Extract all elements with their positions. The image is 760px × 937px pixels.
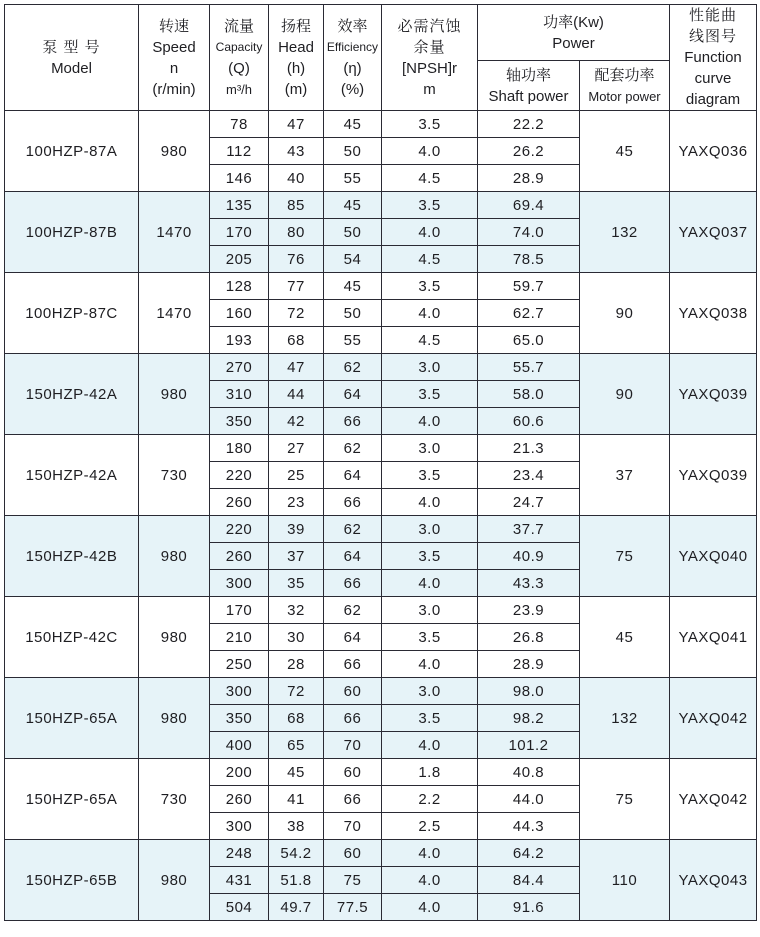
model-cell: 150HZP-42B — [5, 516, 139, 597]
header-efficiency-sym: (η) — [343, 59, 362, 77]
table-row — [5, 354, 757, 381]
motor-power-cell: 90 — [580, 273, 670, 354]
table-body — [5, 111, 757, 921]
header-speed-sym: n — [169, 59, 179, 77]
table-header — [5, 5, 757, 111]
capacity-cell: 300 — [210, 813, 269, 840]
efficiency-cell: 66 — [324, 786, 382, 813]
head-cell: 72 — [269, 300, 324, 327]
header-shaft-power — [478, 61, 580, 111]
shaft-power-cell: 91.6 — [478, 894, 580, 921]
curve-cell: YAXQ043 — [670, 840, 757, 921]
head-cell: 47 — [269, 111, 324, 138]
head-cell: 65 — [269, 732, 324, 759]
npsh-cell: 1.8 — [382, 759, 478, 786]
head-cell: 54.2 — [269, 840, 324, 867]
efficiency-cell: 64 — [324, 381, 382, 408]
capacity-cell: 300 — [210, 570, 269, 597]
npsh-cell: 3.0 — [382, 678, 478, 705]
capacity-cell: 250 — [210, 651, 269, 678]
head-cell: 37 — [269, 543, 324, 570]
motor-power-cell: 37 — [580, 435, 670, 516]
capacity-cell: 180 — [210, 435, 269, 462]
table-row — [5, 516, 757, 543]
npsh-cell: 4.0 — [382, 732, 478, 759]
speed-cell: 980 — [139, 840, 210, 921]
motor-power-cell: 45 — [580, 111, 670, 192]
head-cell: 76 — [269, 246, 324, 273]
model-cell: 150HZP-42A — [5, 435, 139, 516]
speed-cell: 730 — [139, 435, 210, 516]
pump-performance-table — [4, 4, 757, 921]
header-capacity-sym: (Q) — [228, 59, 250, 77]
efficiency-cell: 70 — [324, 732, 382, 759]
header-power-en: Power — [552, 34, 595, 52]
head-cell: 68 — [269, 327, 324, 354]
head-cell: 47 — [269, 354, 324, 381]
npsh-cell: 3.5 — [382, 381, 478, 408]
speed-cell: 980 — [139, 597, 210, 678]
head-cell: 23 — [269, 489, 324, 516]
header-motor-power — [580, 61, 670, 111]
model-cell: 150HZP-65A — [5, 678, 139, 759]
head-cell: 85 — [269, 192, 324, 219]
head-cell: 42 — [269, 408, 324, 435]
capacity-cell: 193 — [210, 327, 269, 354]
efficiency-cell: 55 — [324, 327, 382, 354]
table-row — [5, 435, 757, 462]
capacity-cell: 146 — [210, 165, 269, 192]
head-cell: 44 — [269, 381, 324, 408]
head-cell: 72 — [269, 678, 324, 705]
header-model-zh: 泵 型 号 — [42, 38, 101, 56]
head-cell: 32 — [269, 597, 324, 624]
npsh-cell: 4.0 — [382, 138, 478, 165]
speed-cell: 980 — [139, 111, 210, 192]
table-row — [5, 759, 757, 786]
shaft-power-cell: 43.3 — [478, 570, 580, 597]
table-row — [5, 192, 757, 219]
npsh-cell: 4.5 — [382, 165, 478, 192]
shaft-power-cell: 59.7 — [478, 273, 580, 300]
header-npsh-unit: m — [423, 80, 436, 98]
npsh-cell: 4.0 — [382, 489, 478, 516]
npsh-cell: 4.0 — [382, 570, 478, 597]
header-model-en: Model — [51, 59, 92, 77]
head-cell: 40 — [269, 165, 324, 192]
shaft-power-cell: 40.9 — [478, 543, 580, 570]
curve-cell: YAXQ038 — [670, 273, 757, 354]
capacity-cell: 260 — [210, 489, 269, 516]
table-row — [5, 273, 757, 300]
npsh-cell: 4.0 — [382, 867, 478, 894]
header-model — [5, 5, 139, 111]
header-shaft-power-zh: 轴功率 — [505, 66, 551, 84]
efficiency-cell: 45 — [324, 273, 382, 300]
efficiency-cell: 66 — [324, 651, 382, 678]
curve-cell: YAXQ041 — [670, 597, 757, 678]
model-cell: 150HZP-65A — [5, 759, 139, 840]
table-row — [5, 597, 757, 624]
shaft-power-cell: 84.4 — [478, 867, 580, 894]
header-motor-power-zh: 配套功率 — [594, 66, 655, 84]
head-cell: 39 — [269, 516, 324, 543]
capacity-cell: 260 — [210, 543, 269, 570]
shaft-power-cell: 58.0 — [478, 381, 580, 408]
npsh-cell: 3.5 — [382, 705, 478, 732]
header-npsh — [382, 5, 478, 111]
header-capacity-en: Capacity — [215, 39, 263, 54]
capacity-cell: 248 — [210, 840, 269, 867]
motor-power-cell: 45 — [580, 597, 670, 678]
npsh-cell: 3.0 — [382, 597, 478, 624]
shaft-power-cell: 62.7 — [478, 300, 580, 327]
header-motor-power-en: Motor power — [588, 88, 661, 104]
efficiency-cell: 45 — [324, 192, 382, 219]
curve-cell: YAXQ042 — [670, 759, 757, 840]
header-npsh-zh2: 余量 — [413, 38, 446, 56]
speed-cell: 980 — [139, 354, 210, 435]
npsh-cell: 4.0 — [382, 651, 478, 678]
capacity-cell: 128 — [210, 273, 269, 300]
header-head-sym: (h) — [286, 59, 306, 77]
model-cell: 100HZP-87C — [5, 273, 139, 354]
capacity-cell: 112 — [210, 138, 269, 165]
head-cell: 25 — [269, 462, 324, 489]
curve-cell: YAXQ036 — [670, 111, 757, 192]
efficiency-cell: 50 — [324, 300, 382, 327]
shaft-power-cell: 23.9 — [478, 597, 580, 624]
head-cell: 49.7 — [269, 894, 324, 921]
capacity-cell: 400 — [210, 732, 269, 759]
table-row — [5, 111, 757, 138]
npsh-cell: 4.0 — [382, 300, 478, 327]
efficiency-cell: 66 — [324, 408, 382, 435]
speed-cell: 1470 — [139, 273, 210, 354]
capacity-cell: 78 — [210, 111, 269, 138]
header-npsh-zh1: 必需汽蚀 — [397, 17, 462, 35]
capacity-cell: 504 — [210, 894, 269, 921]
npsh-cell: 4.0 — [382, 840, 478, 867]
header-head — [269, 5, 324, 111]
capacity-cell: 170 — [210, 597, 269, 624]
head-cell: 45 — [269, 759, 324, 786]
header-curve — [670, 5, 757, 111]
npsh-cell: 4.0 — [382, 894, 478, 921]
shaft-power-cell: 21.3 — [478, 435, 580, 462]
motor-power-cell: 75 — [580, 759, 670, 840]
capacity-cell: 350 — [210, 705, 269, 732]
shaft-power-cell: 101.2 — [478, 732, 580, 759]
capacity-cell: 300 — [210, 678, 269, 705]
header-speed — [139, 5, 210, 111]
efficiency-cell: 66 — [324, 705, 382, 732]
header-curve-en2: curve — [694, 70, 732, 87]
head-cell: 77 — [269, 273, 324, 300]
header-shaft-power-en: Shaft power — [488, 87, 569, 105]
npsh-cell: 3.5 — [382, 192, 478, 219]
efficiency-cell: 64 — [324, 624, 382, 651]
shaft-power-cell: 69.4 — [478, 192, 580, 219]
model-cell: 150HZP-65B — [5, 840, 139, 921]
header-curve-zh2: 线图号 — [689, 28, 738, 45]
table-row — [5, 840, 757, 867]
head-cell: 28 — [269, 651, 324, 678]
head-cell: 30 — [269, 624, 324, 651]
shaft-power-cell: 78.5 — [478, 246, 580, 273]
header-speed-unit: (r/min) — [152, 80, 196, 98]
speed-cell: 730 — [139, 759, 210, 840]
table-row — [5, 678, 757, 705]
capacity-cell: 210 — [210, 624, 269, 651]
head-cell: 80 — [269, 219, 324, 246]
efficiency-cell: 62 — [324, 354, 382, 381]
efficiency-cell: 77.5 — [324, 894, 382, 921]
motor-power-cell: 90 — [580, 354, 670, 435]
capacity-cell: 200 — [210, 759, 269, 786]
header-power — [478, 5, 670, 61]
curve-cell: YAXQ037 — [670, 192, 757, 273]
shaft-power-cell: 64.2 — [478, 840, 580, 867]
head-cell: 43 — [269, 138, 324, 165]
shaft-power-cell: 40.8 — [478, 759, 580, 786]
speed-cell: 1470 — [139, 192, 210, 273]
capacity-cell: 160 — [210, 300, 269, 327]
npsh-cell: 4.5 — [382, 327, 478, 354]
header-power-zh: 功率(Kw) — [543, 13, 604, 31]
npsh-cell: 3.5 — [382, 624, 478, 651]
model-cell: 150HZP-42A — [5, 354, 139, 435]
shaft-power-cell: 98.0 — [478, 678, 580, 705]
header-efficiency-unit: (%) — [340, 80, 365, 98]
header-capacity-zh: 流量 — [223, 17, 254, 35]
npsh-cell: 3.5 — [382, 273, 478, 300]
capacity-cell: 270 — [210, 354, 269, 381]
efficiency-cell: 60 — [324, 759, 382, 786]
head-cell: 68 — [269, 705, 324, 732]
capacity-cell: 135 — [210, 192, 269, 219]
efficiency-cell: 64 — [324, 543, 382, 570]
motor-power-cell: 110 — [580, 840, 670, 921]
head-cell: 38 — [269, 813, 324, 840]
capacity-cell: 310 — [210, 381, 269, 408]
shaft-power-cell: 44.0 — [478, 786, 580, 813]
npsh-cell: 3.5 — [382, 111, 478, 138]
shaft-power-cell: 98.2 — [478, 705, 580, 732]
shaft-power-cell: 74.0 — [478, 219, 580, 246]
header-efficiency — [324, 5, 382, 111]
header-head-unit: (m) — [284, 80, 308, 98]
efficiency-cell: 66 — [324, 489, 382, 516]
header-efficiency-zh: 效率 — [337, 17, 368, 35]
efficiency-cell: 60 — [324, 840, 382, 867]
capacity-cell: 220 — [210, 462, 269, 489]
header-curve-zh1: 性能曲 — [689, 7, 738, 24]
capacity-cell: 260 — [210, 786, 269, 813]
capacity-cell: 170 — [210, 219, 269, 246]
efficiency-cell: 62 — [324, 597, 382, 624]
efficiency-cell: 64 — [324, 462, 382, 489]
efficiency-cell: 54 — [324, 246, 382, 273]
curve-cell: YAXQ040 — [670, 516, 757, 597]
shaft-power-cell: 65.0 — [478, 327, 580, 354]
efficiency-cell: 45 — [324, 111, 382, 138]
npsh-cell: 3.5 — [382, 462, 478, 489]
efficiency-cell: 55 — [324, 165, 382, 192]
shaft-power-cell: 26.8 — [478, 624, 580, 651]
npsh-cell: 3.0 — [382, 354, 478, 381]
header-curve-en1: Function — [684, 49, 742, 66]
curve-cell: YAXQ039 — [670, 435, 757, 516]
npsh-cell: 4.5 — [382, 246, 478, 273]
motor-power-cell: 132 — [580, 678, 670, 759]
efficiency-cell: 62 — [324, 516, 382, 543]
speed-cell: 980 — [139, 678, 210, 759]
npsh-cell: 2.5 — [382, 813, 478, 840]
head-cell: 27 — [269, 435, 324, 462]
shaft-power-cell: 55.7 — [478, 354, 580, 381]
efficiency-cell: 66 — [324, 570, 382, 597]
pump-performance-sheet — [4, 4, 756, 933]
shaft-power-cell: 44.3 — [478, 813, 580, 840]
curve-cell: YAXQ042 — [670, 678, 757, 759]
efficiency-cell: 62 — [324, 435, 382, 462]
shaft-power-cell: 22.2 — [478, 111, 580, 138]
npsh-cell: 3.0 — [382, 435, 478, 462]
head-cell: 51.8 — [269, 867, 324, 894]
shaft-power-cell: 26.2 — [478, 138, 580, 165]
capacity-cell: 205 — [210, 246, 269, 273]
efficiency-cell: 50 — [324, 219, 382, 246]
header-curve-en3: diagram — [685, 91, 741, 108]
shaft-power-cell: 23.4 — [478, 462, 580, 489]
efficiency-cell: 50 — [324, 138, 382, 165]
shaft-power-cell: 28.9 — [478, 651, 580, 678]
speed-cell: 980 — [139, 516, 210, 597]
capacity-cell: 431 — [210, 867, 269, 894]
header-efficiency-en: Efficiency — [326, 39, 379, 54]
model-cell: 150HZP-42C — [5, 597, 139, 678]
npsh-cell: 3.5 — [382, 543, 478, 570]
header-capacity — [210, 5, 269, 111]
header-speed-zh: 转速 — [158, 17, 189, 35]
efficiency-cell: 75 — [324, 867, 382, 894]
capacity-cell: 350 — [210, 408, 269, 435]
npsh-cell: 4.0 — [382, 219, 478, 246]
motor-power-cell: 132 — [580, 192, 670, 273]
curve-cell: YAXQ039 — [670, 354, 757, 435]
header-speed-en: Speed — [152, 38, 196, 56]
header-head-en: Head — [278, 38, 314, 56]
shaft-power-cell: 37.7 — [478, 516, 580, 543]
efficiency-cell: 60 — [324, 678, 382, 705]
head-cell: 35 — [269, 570, 324, 597]
shaft-power-cell: 28.9 — [478, 165, 580, 192]
efficiency-cell: 70 — [324, 813, 382, 840]
motor-power-cell: 75 — [580, 516, 670, 597]
header-capacity-unit: m³/h — [226, 81, 252, 97]
header-head-zh: 扬程 — [280, 17, 311, 35]
npsh-cell: 2.2 — [382, 786, 478, 813]
head-cell: 41 — [269, 786, 324, 813]
capacity-cell: 220 — [210, 516, 269, 543]
model-cell: 100HZP-87B — [5, 192, 139, 273]
npsh-cell: 4.0 — [382, 408, 478, 435]
shaft-power-cell: 60.6 — [478, 408, 580, 435]
shaft-power-cell: 24.7 — [478, 489, 580, 516]
model-cell: 100HZP-87A — [5, 111, 139, 192]
header-npsh-en: [NPSH]r — [401, 59, 457, 77]
npsh-cell: 3.0 — [382, 516, 478, 543]
